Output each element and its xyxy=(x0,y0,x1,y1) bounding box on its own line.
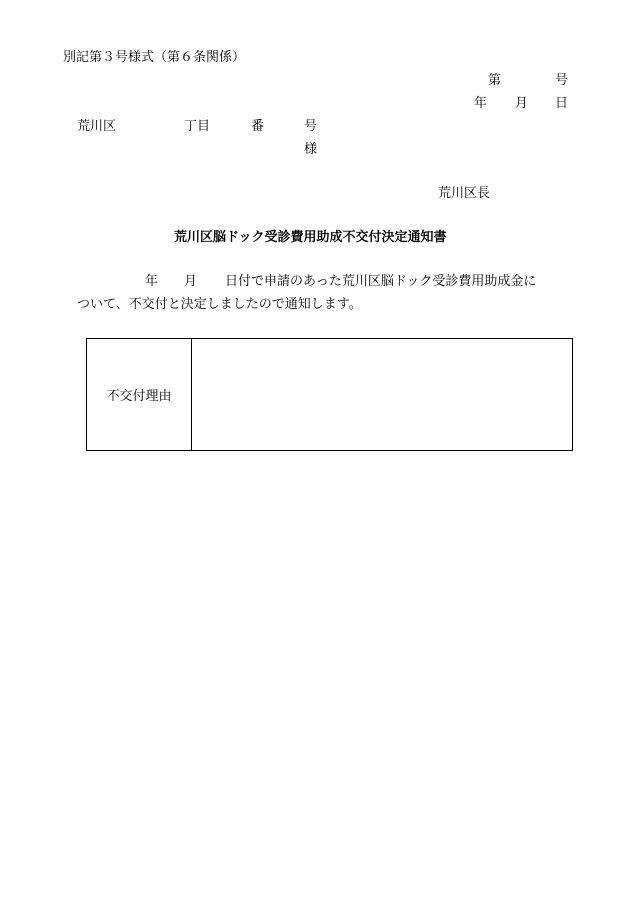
document-title: 荒川区脳ドック受診費用助成不交付決定通知書 xyxy=(174,230,447,245)
body-text-line-2: ついて、不交付と決定しましたので通知します。 xyxy=(77,297,362,312)
form-label: 別記第３号様式（第６条関係） xyxy=(63,50,246,65)
recipient-address-go: 号 xyxy=(304,119,318,134)
recipient-address-ban: 番 xyxy=(251,119,265,134)
issue-date-day: 日 xyxy=(555,96,569,111)
document-number-prefix: 第 xyxy=(488,73,502,88)
recipient-address-chome: 丁目 xyxy=(184,119,211,134)
issue-date-month: 月 xyxy=(515,96,529,111)
reason-value xyxy=(192,339,572,450)
reason-label: 不交付理由 xyxy=(106,389,172,404)
recipient-honorific: 様 xyxy=(304,142,318,157)
issuer-name: 荒川区長 xyxy=(438,186,491,201)
body-date-year: 年 xyxy=(145,274,159,289)
body-date-month: 月 xyxy=(184,274,198,289)
issue-date-year: 年 xyxy=(474,96,488,111)
document-number-suffix: 号 xyxy=(555,73,569,88)
reason-table xyxy=(86,338,573,451)
body-text-line-1: 日付で申請のあった荒川区脳ドック受診費用助成金に xyxy=(225,274,537,289)
recipient-address-ward: 荒川区 xyxy=(77,119,117,134)
